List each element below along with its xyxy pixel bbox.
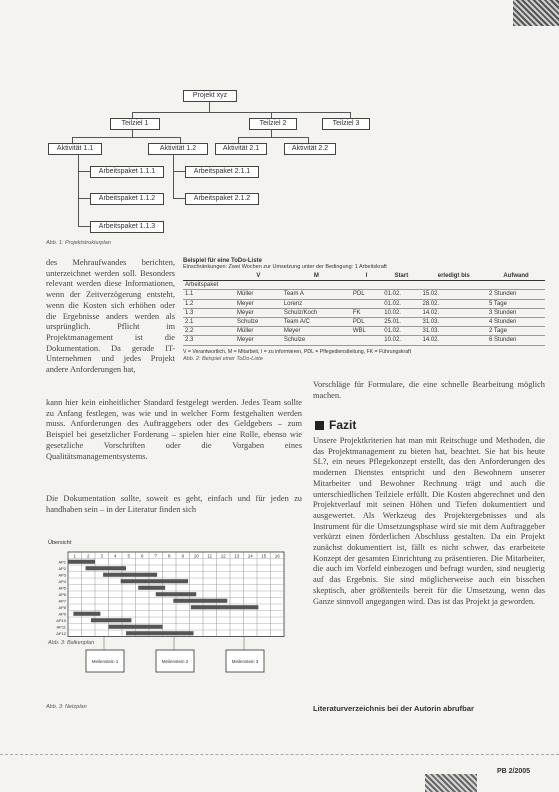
left-text-block-3: Die Dokumentation sollte, soweit es geht, einfach und für jeden zu handhaben sein – in der Literatur finden sich xyxy=(46,494,302,514)
tree-level2-2: Aktivität 1.2 xyxy=(148,143,208,155)
gantt-row-label: AP9 xyxy=(58,611,66,617)
gantt-week-label: 8 xyxy=(167,553,171,559)
table-legend: V = Verantwortlich, M = Mitarbeit, I = zu informieren, PDL = Pflegedienstleitung, FK = Führungskraft xyxy=(183,348,412,355)
gantt-bar xyxy=(73,612,100,616)
gantt-week-label: 6 xyxy=(140,553,144,559)
gantt-bar xyxy=(191,605,259,609)
table-header-row: V M I Start erledigt bis Aufwand xyxy=(183,272,545,281)
tree-level2-1: Aktivität 1.1 xyxy=(48,143,102,155)
gantt-week-label: 1 xyxy=(73,553,77,559)
gantt-week-label: 12 xyxy=(220,553,226,559)
scan-corner-pattern-bottom xyxy=(425,774,477,792)
gantt-bar xyxy=(121,579,188,583)
gantt-row-label: AP2 xyxy=(58,566,66,571)
gantt-week-label: 9 xyxy=(181,553,185,559)
gantt-bar xyxy=(173,599,227,603)
scan-corner-pattern xyxy=(513,0,559,26)
gantt-row-label: AP8 xyxy=(58,605,66,610)
gantt-week-label: 3 xyxy=(100,553,104,559)
tree-level2-3: Aktivität 2.1 xyxy=(215,143,267,155)
left-text-block: des Mehraufwandes berichten, unterzeichnet werden soll. Besonders relevant werden diese Informationen, wenn der Zeitverzögerung entsteht, wenn die Kosten sich erhöhen oder die Ergebnisse anders werden als ursprünglich. Pflicht im Projektmanagement ist die Dokumentation. Da gerade IT-Unternehmen und jedes Projekt andere Anforderungen hat, xyxy=(46,258,175,375)
gantt-week-label: 4 xyxy=(113,553,117,559)
fazit-text: Unsere Projektkriterien hat man mit Reitschuge und Methoden, die das Projektmanagement zu bieten hat, beachtet. Sie hat bis heute SL?, ein neues Pflegekonzept erstellt, das den Anforderungen des modernen Dienstes entspricht und den Bewohnern unserer Mitarbeiter und Bewohner Rechnung trägt und auch die unterschiedlichen Teilziele erfüllt. Die Kosten abgerechnet und den Projektverlauf mit seinen Höhen und Tiefen dokumentiert und ausgewertet. Als Werkzeug des Projektergebnisses und als Instrument für die Umsetzungsphase wird sie mit dem Auftraggeber verkürzt einen förderlichen Abschluss gestalten. Da ein Projekt zunächst dokumentiert ist, fällt es nicht schwer, das erarbeitete Konzept der gesamten Einrichtung zu präsentieren. Die Mitarbeiter, die auch im Vorfeld einbezogen und befragt wurden, sind neugierig auf das Ergebnis. Sie sind möglicherweise auch ein bisschen skeptisch, aber größtenteils bereit für die Umsetzung, wenn das Ganze sinnvoll angegangen wird. Das ist das Projekt ja geworden. xyxy=(313,436,545,606)
gantt-row-label: AP6 xyxy=(58,592,66,597)
footer-divider xyxy=(0,754,559,755)
table-row: 1.1 Müller Team A PDL 01.02. 15.02. 2 Stunden xyxy=(183,290,545,299)
tree-level3-4: Arbeitspaket 2.1.1 xyxy=(185,166,259,178)
gantt-row-label: AP3 xyxy=(58,572,66,578)
tree-level1-2: Teilziel 2 xyxy=(249,118,297,130)
gantt-row-label: AP12 xyxy=(56,631,66,636)
gantt-bar xyxy=(91,618,132,622)
gantt-row-label: AP11 xyxy=(56,624,66,630)
tree-root: Projekt xyz xyxy=(183,90,237,102)
tree-caption: Abb. 1: Projektstrukturplan xyxy=(46,240,111,246)
table-caption: Abb. 2: Beispiel einer ToDo-Liste xyxy=(183,355,263,362)
gantt-row-label: AP5 xyxy=(58,585,66,591)
literature-note: Literaturverzeichnis bei der Autorin abrufbar xyxy=(313,704,474,713)
gantt-chart xyxy=(46,540,286,698)
gantt-row-label: AP1 xyxy=(58,559,66,565)
gantt-week-label: 15 xyxy=(261,553,267,559)
gantt-figure xyxy=(46,540,286,698)
table-row: 2.1 Schulze Team A/C PDL 25.01. 31.03. 4 Stunden xyxy=(183,317,545,326)
tree-level1-3: Teilziel 3 xyxy=(322,118,370,130)
gantt-bar xyxy=(138,586,165,590)
table-subtitle: Einschränkungen: Zwei Wochen zur Umsetzung unter der Bedingung: 1 Arbeitskraft xyxy=(183,264,387,270)
gantt-milestone-label: Meilenstein 3 xyxy=(231,659,259,664)
heading-square-icon xyxy=(315,421,324,430)
table-row: 1.2 Meyer Lorenz 01.02. 28.02. 5 Tage xyxy=(183,299,545,308)
tree-level3-1: Arbeitspaket 1.1.1 xyxy=(90,166,164,178)
gantt-week-label: 14 xyxy=(247,553,253,559)
table-row: 2.2 Müller Meyer WBL 01.02. 31.03. 2 Tage xyxy=(183,327,545,336)
gantt-row-label: AP4 xyxy=(58,579,66,584)
tree-level3-3: Arbeitspaket 1.1.3 xyxy=(90,221,164,233)
fazit-heading: Fazit xyxy=(315,418,356,432)
gantt-week-label: 10 xyxy=(193,553,199,559)
table-row: 2.3 Meyer Schulze 10.02. 14.02. 6 Stunden xyxy=(183,336,545,345)
gantt-week-label: 16 xyxy=(274,553,280,559)
gantt-row-label: AP7 xyxy=(58,598,66,604)
gantt-week-label: 11 xyxy=(207,553,213,559)
todo-table xyxy=(183,258,545,362)
gantt-week-label: 13 xyxy=(234,553,240,559)
gantt-bar xyxy=(126,631,194,635)
gantt-sublabel: Abb. 3: Balkenplan xyxy=(48,640,95,646)
gantt-row-label: AP10 xyxy=(56,618,66,623)
table-section-row: Arbeitspaket xyxy=(183,281,545,290)
gantt-week-label: 5 xyxy=(127,553,131,559)
gantt-week-label: 2 xyxy=(86,553,90,559)
tree-level2-4: Aktivität 2.2 xyxy=(284,143,336,155)
table-row: 1.3 Meyer Schulz/Koch FK 10.02. 14.02. 3 Stunden xyxy=(183,308,545,317)
gantt-bar xyxy=(109,625,163,629)
tree-level3-5: Arbeitspaket 2.1.2 xyxy=(185,193,259,205)
page-footer: PB 2/2005 xyxy=(497,768,531,775)
gantt-label: Übersicht xyxy=(48,540,72,546)
table-title: Beispiel für eine ToDo-Liste xyxy=(183,258,262,264)
gantt-bar xyxy=(156,592,197,596)
tree-level1-1: Teilziel 1 xyxy=(110,118,160,130)
right-text-block: Vorschläge für Formulare, die eine schnelle Bearbeitung möglich machen. xyxy=(313,380,545,400)
gantt-bar xyxy=(68,560,95,564)
gantt-caption: Abb. 3: Netzplan xyxy=(46,704,87,710)
gantt-bar xyxy=(86,566,127,570)
left-text-block-2: kann hier kein einheitlicher Standard festgelegt werden. Jedes Team sollte zu Anfang festlegen, was wie und in welcher Form festgehalten werden muss. Anforderungen des Auftraggebers oder des Geldgebers – zum Beispiel bei gesetzlicher Forderung – spielen hier eine Rolle, ebenso wie gesetzliche Vorschriften oder die Vorgaben eines Qualitätsmanagementsystems. xyxy=(46,398,302,461)
gantt-milestone-label: Meilenstein 1 xyxy=(91,659,119,664)
gantt-bar xyxy=(103,573,157,577)
gantt-milestone-label: Meilenstein 2 xyxy=(161,659,189,664)
gantt-week-label: 7 xyxy=(154,553,158,559)
tree-level3-2: Arbeitspaket 1.1.2 xyxy=(90,193,164,205)
